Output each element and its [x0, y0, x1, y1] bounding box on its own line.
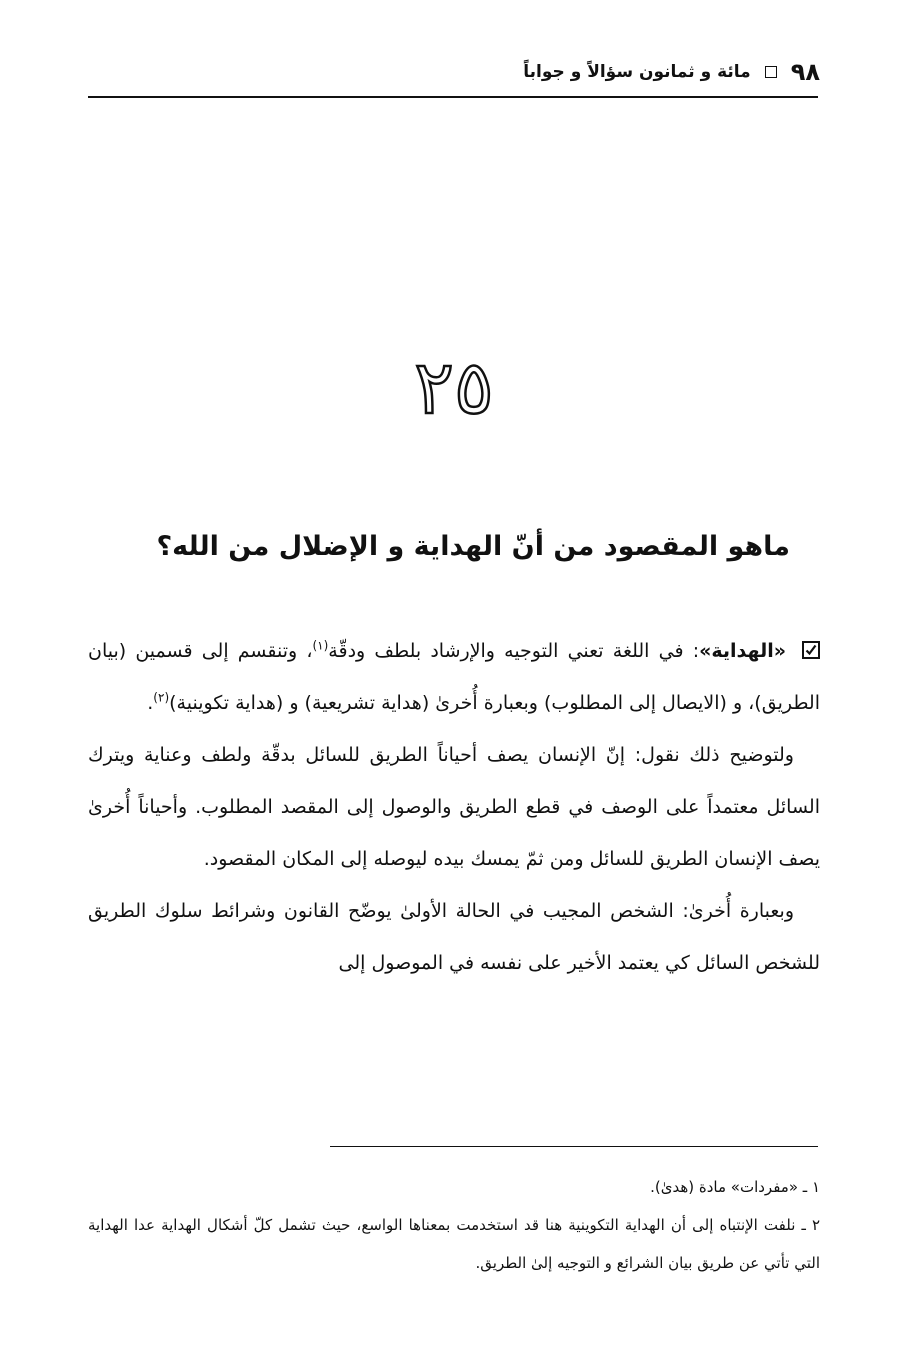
- page-number: ٩٨: [790, 58, 820, 86]
- chapter-number: ٢٥: [414, 345, 494, 431]
- footnotes: [88, 1168, 820, 1282]
- paragraph-1-text-b: ، وتنقسم إلى قسمين (بيان الطريق)، و (الايصال إلى المطلوب) وبعبارة أُخرىٰ (هداية تشريعية) و (هداية تكوينية): [88, 640, 820, 714]
- defined-term: «الهداية»: [699, 640, 786, 662]
- footnote-ref-2[interactable]: (٢): [153, 690, 170, 705]
- paragraph-2: ولتوضيح ذلك نقول: إنّ الإنسان يصف أحياناً الطريق للسائل بدقّة ولطف وعناية ويترك السائل معتمداً على الوصف في قطع الطريق والوصول إلى المقصد المطلوب. وأحياناً أُخرىٰ يصف الإنسان الطريق للسائل ومن ثمّ يمسك بيده ليوصله إلى المكان المقصود.: [88, 744, 820, 870]
- running-header: [90, 52, 820, 92]
- paragraph-1: [88, 625, 820, 729]
- checkbox-checked-icon: [802, 641, 820, 659]
- body-text: [88, 625, 820, 989]
- paragraph-3: وبعبارة أُخرىٰ: الشخص المجيب في الحالة الأولىٰ يوضّح القانون وشرائط سلوك الطريق للشخص السائل كي يعتمد الأخير على نفسه في الموصول إلى: [88, 900, 820, 974]
- footnote-divider: [330, 1146, 818, 1147]
- square-icon: [765, 66, 777, 78]
- paragraph-1-text-c: .: [147, 692, 154, 714]
- footnote-1: ١ ـ «مفردات» مادة (هدىٰ).: [650, 1178, 820, 1196]
- header-divider: [88, 96, 818, 98]
- question-heading: ماهو المقصود من أنّ الهداية و الإضلال من الله؟: [156, 531, 790, 562]
- paragraph-1-text-a: : في اللغة تعني التوجيه والإرشاد بلطف ودقّة: [328, 640, 700, 662]
- book-title: مائة و ثمانون سؤالاً و جواباً: [523, 62, 751, 82]
- footnote-2: ٢ ـ نلفت الإنتباه إلى أن الهداية التكوينية هنا قد استخدمت بمعناها الواسع، حيث تشمل كلّ أشكال الهداية عدا الهداية التي تأتي عن طريق بيان الشرائع و التوجيه إلىٰ الطريق.: [88, 1216, 820, 1272]
- footnote-ref-1[interactable]: (١): [312, 638, 329, 653]
